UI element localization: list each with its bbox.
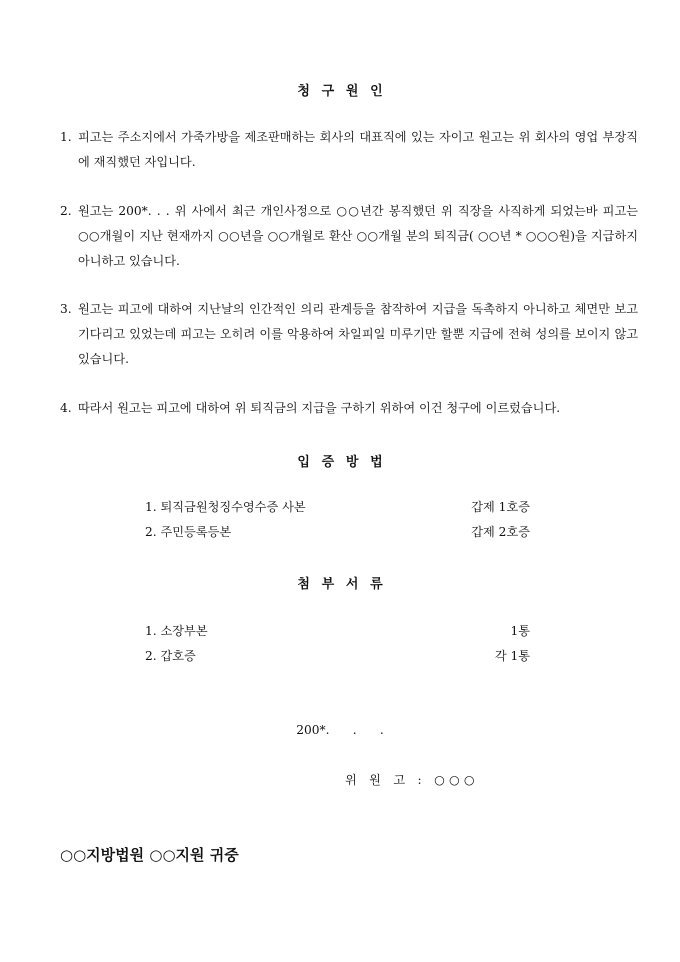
attachment-value: 1통 [510, 624, 530, 638]
evidence-label: 2. 주민등록등본 [145, 525, 232, 539]
paragraph-number: 3. [60, 302, 72, 316]
attachment-item [145, 622, 530, 640]
paragraph-3 [60, 297, 638, 372]
paragraph-text: 따라서 원고는 피고에 대하여 위 퇴직금의 지급을 구하기 위하여 이건 청구에 이르렀습니다. [78, 401, 561, 415]
evidence-method-heading: 입증방법 [297, 455, 395, 470]
attachment-label: 2. 갑호증 [145, 649, 196, 663]
evidence-item [145, 498, 530, 516]
court-addressee: ○○지방법원 ○○지원 귀중 [60, 846, 239, 864]
paragraph-4 [60, 396, 638, 421]
paragraph-2 [60, 199, 638, 274]
paragraph-1 [60, 125, 638, 175]
attachment-label: 1. 소장부본 [145, 624, 208, 638]
evidence-value: 갑제 2호증 [471, 525, 530, 539]
paragraph-text: 피고는 주소지에서 가죽가방을 제조판매하는 회사의 대표직에 있는 자이고 원고는 위 회사의 영업 부장직에 재직했던 자입니다. [78, 130, 638, 169]
evidence-label: 1. 퇴직금원청징수영수증 사본 [145, 500, 306, 514]
evidence-value: 갑제 1호증 [471, 500, 530, 514]
plaintiff-signature-line: 위 원 고 : ○○○ [345, 773, 479, 787]
claim-cause-heading: 청구원인 [297, 84, 395, 99]
paragraph-text: 원고는 200*. . . 위 사에서 최근 개인사정으로 ○○년간 봉직했던 위 직장을 사직하게 되었는바 피고는 ○○개월이 지난 현재까지 ○○년을 ○○개월로 환산 ○○개월 분의 퇴직금( ○○년 * ○○○원)을 지급하지 아니하고 있습니다. [78, 204, 638, 268]
paragraph-number: 4. [60, 401, 72, 415]
paragraph-number: 1. [60, 130, 72, 144]
attachment-value: 각 1통 [494, 649, 530, 663]
attachment-item [145, 647, 530, 665]
attachments-heading: 첨부서류 [297, 577, 395, 592]
paragraph-number: 2. [60, 204, 72, 218]
evidence-item [145, 523, 530, 541]
paragraph-text: 원고는 피고에 대하여 지난날의 인간적인 의리 관계등을 참작하여 지급을 독촉하지 아니하고 체면만 보고 기다리고 있었는데 피고는 오히려 이를 악용하여 차일피일 미루기만 할뿐 지급에 전혀 성의를 보이지 않고 있습니다. [78, 302, 638, 366]
filing-date: 200*. . . [296, 723, 384, 737]
